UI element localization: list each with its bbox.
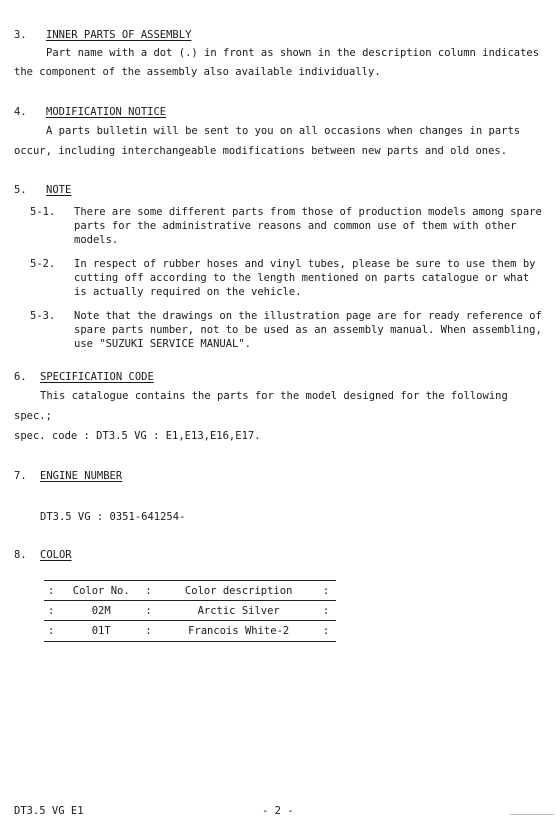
note-5-2-text: In respect of rubber hoses and vinyl tubes, please be sure to use them by cutting off according to the length mentioned on parts catalogue or what is actually required on the vehicle. [74,258,536,299]
section-4-title: MODIFICATION NOTICE [46,106,167,118]
note-5-2-number: 5-2. [30,258,56,270]
section-4-line1: A parts bulletin will be sent to you on all occasions when changes in parts [46,125,521,137]
color-description-cell: Francois White-2 [158,621,318,641]
colon: : [44,621,61,641]
colon: : [141,581,158,601]
table-row [44,621,336,641]
table-row [44,601,336,621]
section-6-line2: spec.; [14,410,52,422]
colon: : [44,601,61,621]
section-4-number: 4. [14,106,27,118]
section-7-number: 7. [14,470,27,482]
colon: : [319,581,336,601]
section-6-title: SPECIFICATION CODE [40,371,154,383]
colon: : [319,621,336,641]
colon: : [319,601,336,621]
color-table [44,580,336,642]
section-6-number: 6. [14,371,27,383]
section-5-title: NOTE [46,184,72,196]
section-3-title: INNER PARTS OF ASSEMBLY [46,29,192,41]
note-5-3-text: Note that the drawings on the illustration page are for ready reference of spare parts number, not to be used as an assembly manual. When assembling, use "SUZUKI SERVICE MANUAL". [74,310,542,351]
section-3-line1: Part name with a dot (.) in front as shown in the description column indicates [46,47,540,59]
note-5-3-number: 5-3. [30,310,56,322]
section-6-line3: spec. code : DT3.5 VG : E1,E13,E16,E17. [14,430,261,442]
color-description-cell: Arctic Silver [158,601,318,621]
section-5-number: 5. [14,184,27,196]
colon: : [141,621,158,641]
section-6-line1: This catalogue contains the parts for the model designed for the following [40,390,508,402]
note-5-1-number: 5-1. [30,206,56,218]
section-8-title: COLOR [40,549,72,561]
color-no-cell: 01T [61,621,141,641]
footer-model: DT3.5 VG E1 [14,805,84,817]
colon: : [141,601,158,621]
color-no-cell: 02M [61,601,141,621]
section-4-line2: occur, including interchangeable modifications between new parts and old ones. [14,145,508,157]
color-no-header: Color No. [61,581,141,601]
footer-rule [510,814,554,815]
note-5-1-text: There are some different parts from those of production models among spare parts for the administrative reasons and common use of them with other models. [74,206,542,247]
color-table-header [44,581,336,601]
colon: : [44,581,61,601]
footer-page-number: - 2 - [262,805,294,817]
color-description-header: Color description [158,581,318,601]
section-3-number: 3. [14,29,27,41]
section-8-number: 8. [14,549,27,561]
section-7-title: ENGINE NUMBER [40,470,123,482]
engine-number-value: DT3.5 VG : 0351-641254- [40,511,186,523]
section-3-line2: the component of the assembly also available individually. [14,66,381,78]
